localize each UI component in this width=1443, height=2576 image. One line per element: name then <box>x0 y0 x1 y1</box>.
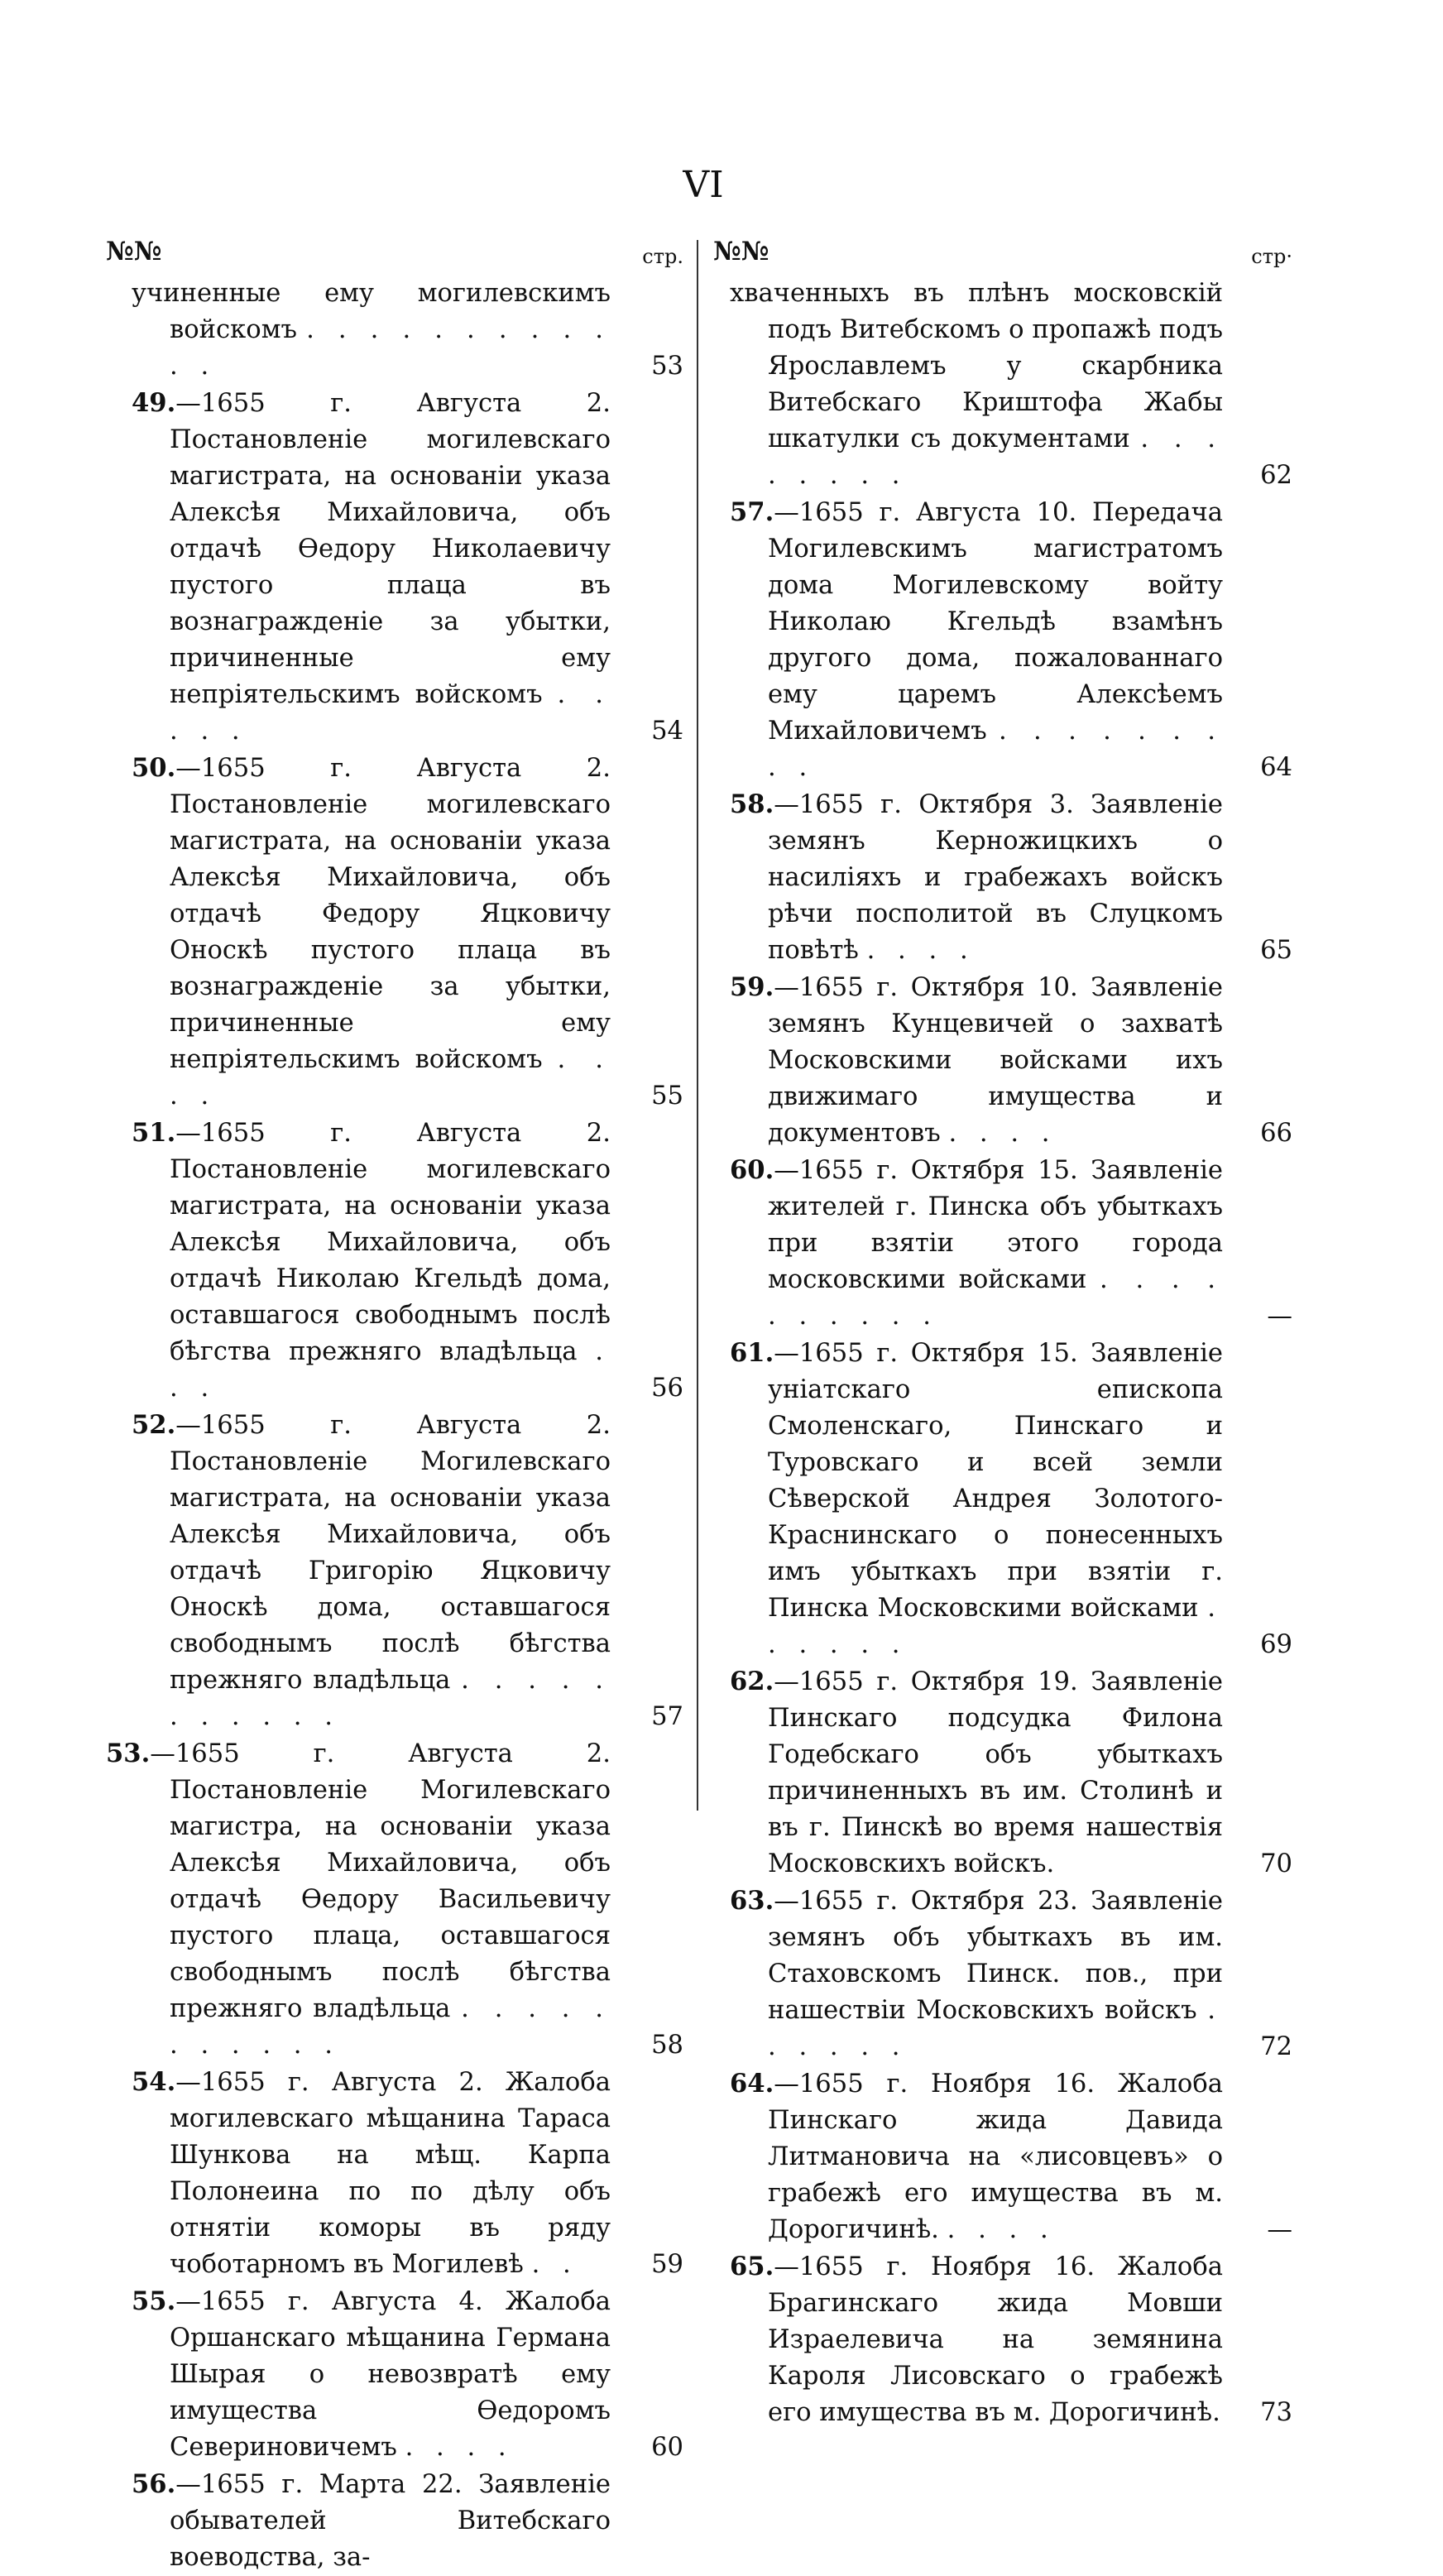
leader-dots: . . . . <box>170 1045 611 1111</box>
entry-text <box>730 1883 1223 2065</box>
entry-title: —1655 г. Августа 2. Жалоба могилевскаго мѣщанина Тараса Шункова на мѣщ. Карпа Полонеина по по дѣлу объ отнятіи коморы въ ряду чоботарномъ въ Могилевѣ <box>170 2068 611 2279</box>
entry-number: 64. <box>730 2069 774 2099</box>
entry-number: 51. <box>132 1118 176 1148</box>
leader-dots: . . . . <box>405 2433 514 2462</box>
entry-page: 62 <box>1260 461 1292 490</box>
entry-page: 72 <box>1260 2032 1292 2061</box>
entry-text <box>730 275 1224 494</box>
entry-title: хваченныхъ въ плѣнъ московскій подъ Витебскомъ о пропажѣ подъ Ярославлемъ у скарбника Витебскаго Криштофа Жабы шкатулки съ документами <box>730 279 1223 453</box>
page-label: стр· <box>1251 245 1292 268</box>
entry-title: —1655 г. Августа 2. Постановленіе Могилевскаго магистрата, на основаніи указа Алексѣя Михайловича, объ отдачѣ Григорію Яцковичу Оноскѣ дома, оставшагося свободнымъ послѣ бѣгства прежняго владѣльца <box>170 1411 611 1695</box>
entry-title: —1655 г. Октября 15. Заявленіе жителей г. Пинска объ убыткахъ при взятіи этого города московскими войсками <box>768 1156 1223 1294</box>
toc-entry <box>713 1883 1292 2065</box>
entry-text <box>730 786 1223 969</box>
entry-number: 57. <box>730 497 774 527</box>
leader-dots: . . . . . . <box>768 1594 1223 1659</box>
entry-title: —1655 г. Октября 15. Заявленіе уніатскаго епископа Смоленскаго, Пинскаго и Туровскаго и всей земли Сѣверской Андрея Золотого-Краснинскаго о понесенныхъ имъ убыткахъ при взятіи г. Пинска Московскими войсками <box>768 1339 1223 1623</box>
entry-text <box>132 275 611 385</box>
leader-dots: . . . . . . . . . . <box>768 1265 1223 1331</box>
toc-entry <box>713 2065 1292 2248</box>
entry-number: 62. <box>730 1667 774 1696</box>
toc-entry <box>713 1663 1292 1883</box>
toc-entry <box>106 2283 683 2466</box>
entry-page: 59 <box>651 2250 683 2279</box>
entry-page: 53 <box>651 352 683 381</box>
leader-dots: . . . . <box>866 936 976 965</box>
entry-text <box>730 2065 1223 2248</box>
entry-title: —1655 г. Октября 3. Заявленіе земянъ Керножицкихъ о насиліяхъ и грабежахъ войскъ рѣчи посполитой въ Слуцкомъ повѣтѣ <box>768 790 1223 965</box>
column-divider <box>697 240 698 1811</box>
entry-page: 69 <box>1260 1630 1292 1659</box>
entry-text <box>132 1407 611 1735</box>
leader-dots: . . . . <box>948 1119 1057 1148</box>
entry-text <box>132 2283 611 2466</box>
toc-entry <box>713 2248 1292 2431</box>
toc-entry <box>713 494 1292 786</box>
entry-page: — <box>1267 1302 1292 1331</box>
number-label: №№ <box>713 237 769 266</box>
entry-page: 65 <box>1260 936 1292 965</box>
toc-entry <box>106 275 683 385</box>
right-column <box>713 233 1292 2431</box>
leader-dots: . . . . <box>947 2215 1056 2244</box>
leader-dots: . . . . . . . . <box>768 425 1224 490</box>
entry-title: —1655 г. Августа 2. Постановленіе могилевскаго магистрата, на основаніи указа Алексѣя Михайловича, объ отдачѣ Николаю Кгельдѣ дома, оставшагося свободнымъ послѣ бѣгства прежняго владѣльца <box>170 1119 611 1366</box>
entry-text <box>730 1335 1223 1663</box>
toc-entry <box>106 750 683 1115</box>
toc-entry <box>713 969 1292 1152</box>
toc-entry <box>713 275 1292 494</box>
number-label: №№ <box>106 237 162 266</box>
toc-entry <box>713 1152 1292 1335</box>
leader-dots: . . . <box>170 1337 611 1403</box>
page-label: стр. <box>642 245 683 268</box>
entry-number: 58. <box>730 789 774 819</box>
right-column-header <box>713 233 1292 275</box>
entry-title: —1655 г. Октября 10. Заявленіе земянъ Кунцевичей о захватѣ Московскими войсками ихъ движимаго имущества и документовъ <box>768 973 1223 1148</box>
entry-number: 52. <box>132 1410 176 1440</box>
entry-text <box>730 494 1223 786</box>
entry-number: 49. <box>132 388 176 418</box>
entry-text <box>106 1735 611 2064</box>
entry-title: —1655 г. Августа 4. Жалоба Оршанскаго мѣщанина Германа Шырая о невозвратѣ ему имущества Ѳедоромъ Севериновичемъ <box>170 2287 611 2462</box>
leader-dots: . . . . . <box>170 680 611 746</box>
entry-number: 61. <box>730 1338 774 1368</box>
entry-title: —1655 г. Октября 19. Заявленіе Пинскаго подсудка Филона Годебскаго объ убыткахъ причиненныхъ въ им. Столинѣ и въ г. Пинскѣ во время нашествія Московскихъ войскъ. <box>768 1667 1223 1878</box>
entry-page: 56 <box>651 1374 683 1403</box>
entry-page: 54 <box>651 717 683 746</box>
entry-title: —1655 г. Августа 10. Передача Могилевскимъ магистратомъ дома Могилевскому войту Николаю Кгельдѣ взамѣнъ другого дома, пожалованнаго ему царемъ Алексѣемъ Михайловичемъ <box>768 498 1223 746</box>
entry-title: —1655 г. Августа 2. Постановленіе Могилевскаго магистра, на основаніи указа Алексѣя Михайловича, объ отдачѣ Ѳедору Васильевичу пустого плаца, оставшагося свободнымъ послѣ бѣгства прежняго владѣльца <box>150 1739 611 2023</box>
entry-number: 53. <box>106 1739 151 1768</box>
entry-number: 63. <box>730 1886 774 1916</box>
toc-entry <box>106 1735 683 2064</box>
page-number: VI <box>683 164 724 206</box>
leader-dots: . . . . . . . . . . . <box>170 1994 611 2060</box>
entry-title: —1655 г. Ноября 16. Жалоба Брагинскаго жида Мовши Израелевича на земянина Кароля Лисовскаго о грабежѣ его имущества въ м. Дорогичинѣ. <box>768 2252 1223 2427</box>
entry-text <box>730 2248 1223 2431</box>
entry-title: —1655 г. Марта 22. Заявленіе обывателей Витебскаго воеводства, за- <box>170 2470 611 2572</box>
leader-dots: . . . . . . <box>768 1996 1223 2061</box>
entry-title: —1655 г. Августа 2. Постановленіе могилевскаго магистрата, на основаніи указа Алексѣя Михайловича, объ отдачѣ Ѳедору Николаевичу пустого плаца въ вознагражденіе за убытки, причиненные ему непріятельскимъ войскомъ <box>170 389 611 709</box>
toc-entry <box>106 385 683 750</box>
leader-dots: . . <box>531 2250 578 2279</box>
entry-text <box>132 385 611 750</box>
entry-text <box>132 1115 611 1407</box>
toc-entry <box>106 2064 683 2283</box>
entry-text <box>730 1663 1223 1883</box>
entry-title: —1655 г. Августа 2. Постановленіе могилевскаго магистрата, на основаніи указа Алексѣя Михайловича, объ отдачѣ Федору Яцковичу Оноскѣ пустого плаца въ вознагражденіе за убытки, причиненные ему непріятельскимъ войскомъ <box>170 754 611 1074</box>
entry-page: 57 <box>651 1702 683 1731</box>
entry-number: 55. <box>132 2286 176 2316</box>
toc-entry <box>713 786 1292 969</box>
entry-number: 59. <box>730 972 774 1002</box>
entry-page: 70 <box>1260 1849 1292 1878</box>
toc-entry <box>106 1407 683 1735</box>
entry-text <box>132 750 611 1115</box>
entry-number: 65. <box>730 2252 774 2281</box>
left-column <box>106 233 683 2576</box>
entry-page: 64 <box>1260 753 1292 782</box>
leader-dots: . . . . . . . . . <box>768 717 1223 782</box>
entry-title: —1655 г. Ноября 16. Жалоба Пинскаго жида Давида Литмановича на «лисовцевъ» о грабежѣ его имущества въ м. Дорогичинѣ. <box>768 2070 1223 2244</box>
entry-title: —1655 г. Октября 23. Заявленіе земянъ объ убыткахъ въ им. Стаховскомъ Пинск. пов., при нашествіи Московскихъ войскъ <box>768 1887 1223 2025</box>
entry-page: 55 <box>651 1082 683 1111</box>
right-entry-list <box>713 275 1292 2431</box>
left-column-header <box>106 233 683 275</box>
leader-dots: . . . . . . . . . . . . <box>170 315 611 381</box>
toc-entry <box>713 1335 1292 1663</box>
toc-entry <box>106 2466 683 2576</box>
entry-text <box>730 1152 1223 1335</box>
entry-number: 56. <box>132 2469 176 2499</box>
entry-page: 66 <box>1260 1119 1292 1148</box>
entry-number: 60. <box>730 1155 774 1185</box>
entry-title: учиненные ему могилевскимъ войскомъ <box>132 279 611 344</box>
entry-page: 58 <box>651 2031 683 2060</box>
entry-text <box>730 969 1223 1152</box>
leader-dots: . . . . . . . . . . . <box>170 1666 611 1731</box>
left-entry-list <box>106 275 683 2576</box>
entry-number: 50. <box>132 753 176 783</box>
entry-page: 60 <box>651 2433 683 2462</box>
entry-page: 73 <box>1260 2398 1292 2427</box>
entry-text <box>132 2064 611 2283</box>
entry-number: 54. <box>132 2067 176 2097</box>
toc-entry <box>106 1115 683 1407</box>
entry-page: — <box>1267 2215 1292 2244</box>
entry-text <box>132 2466 611 2576</box>
